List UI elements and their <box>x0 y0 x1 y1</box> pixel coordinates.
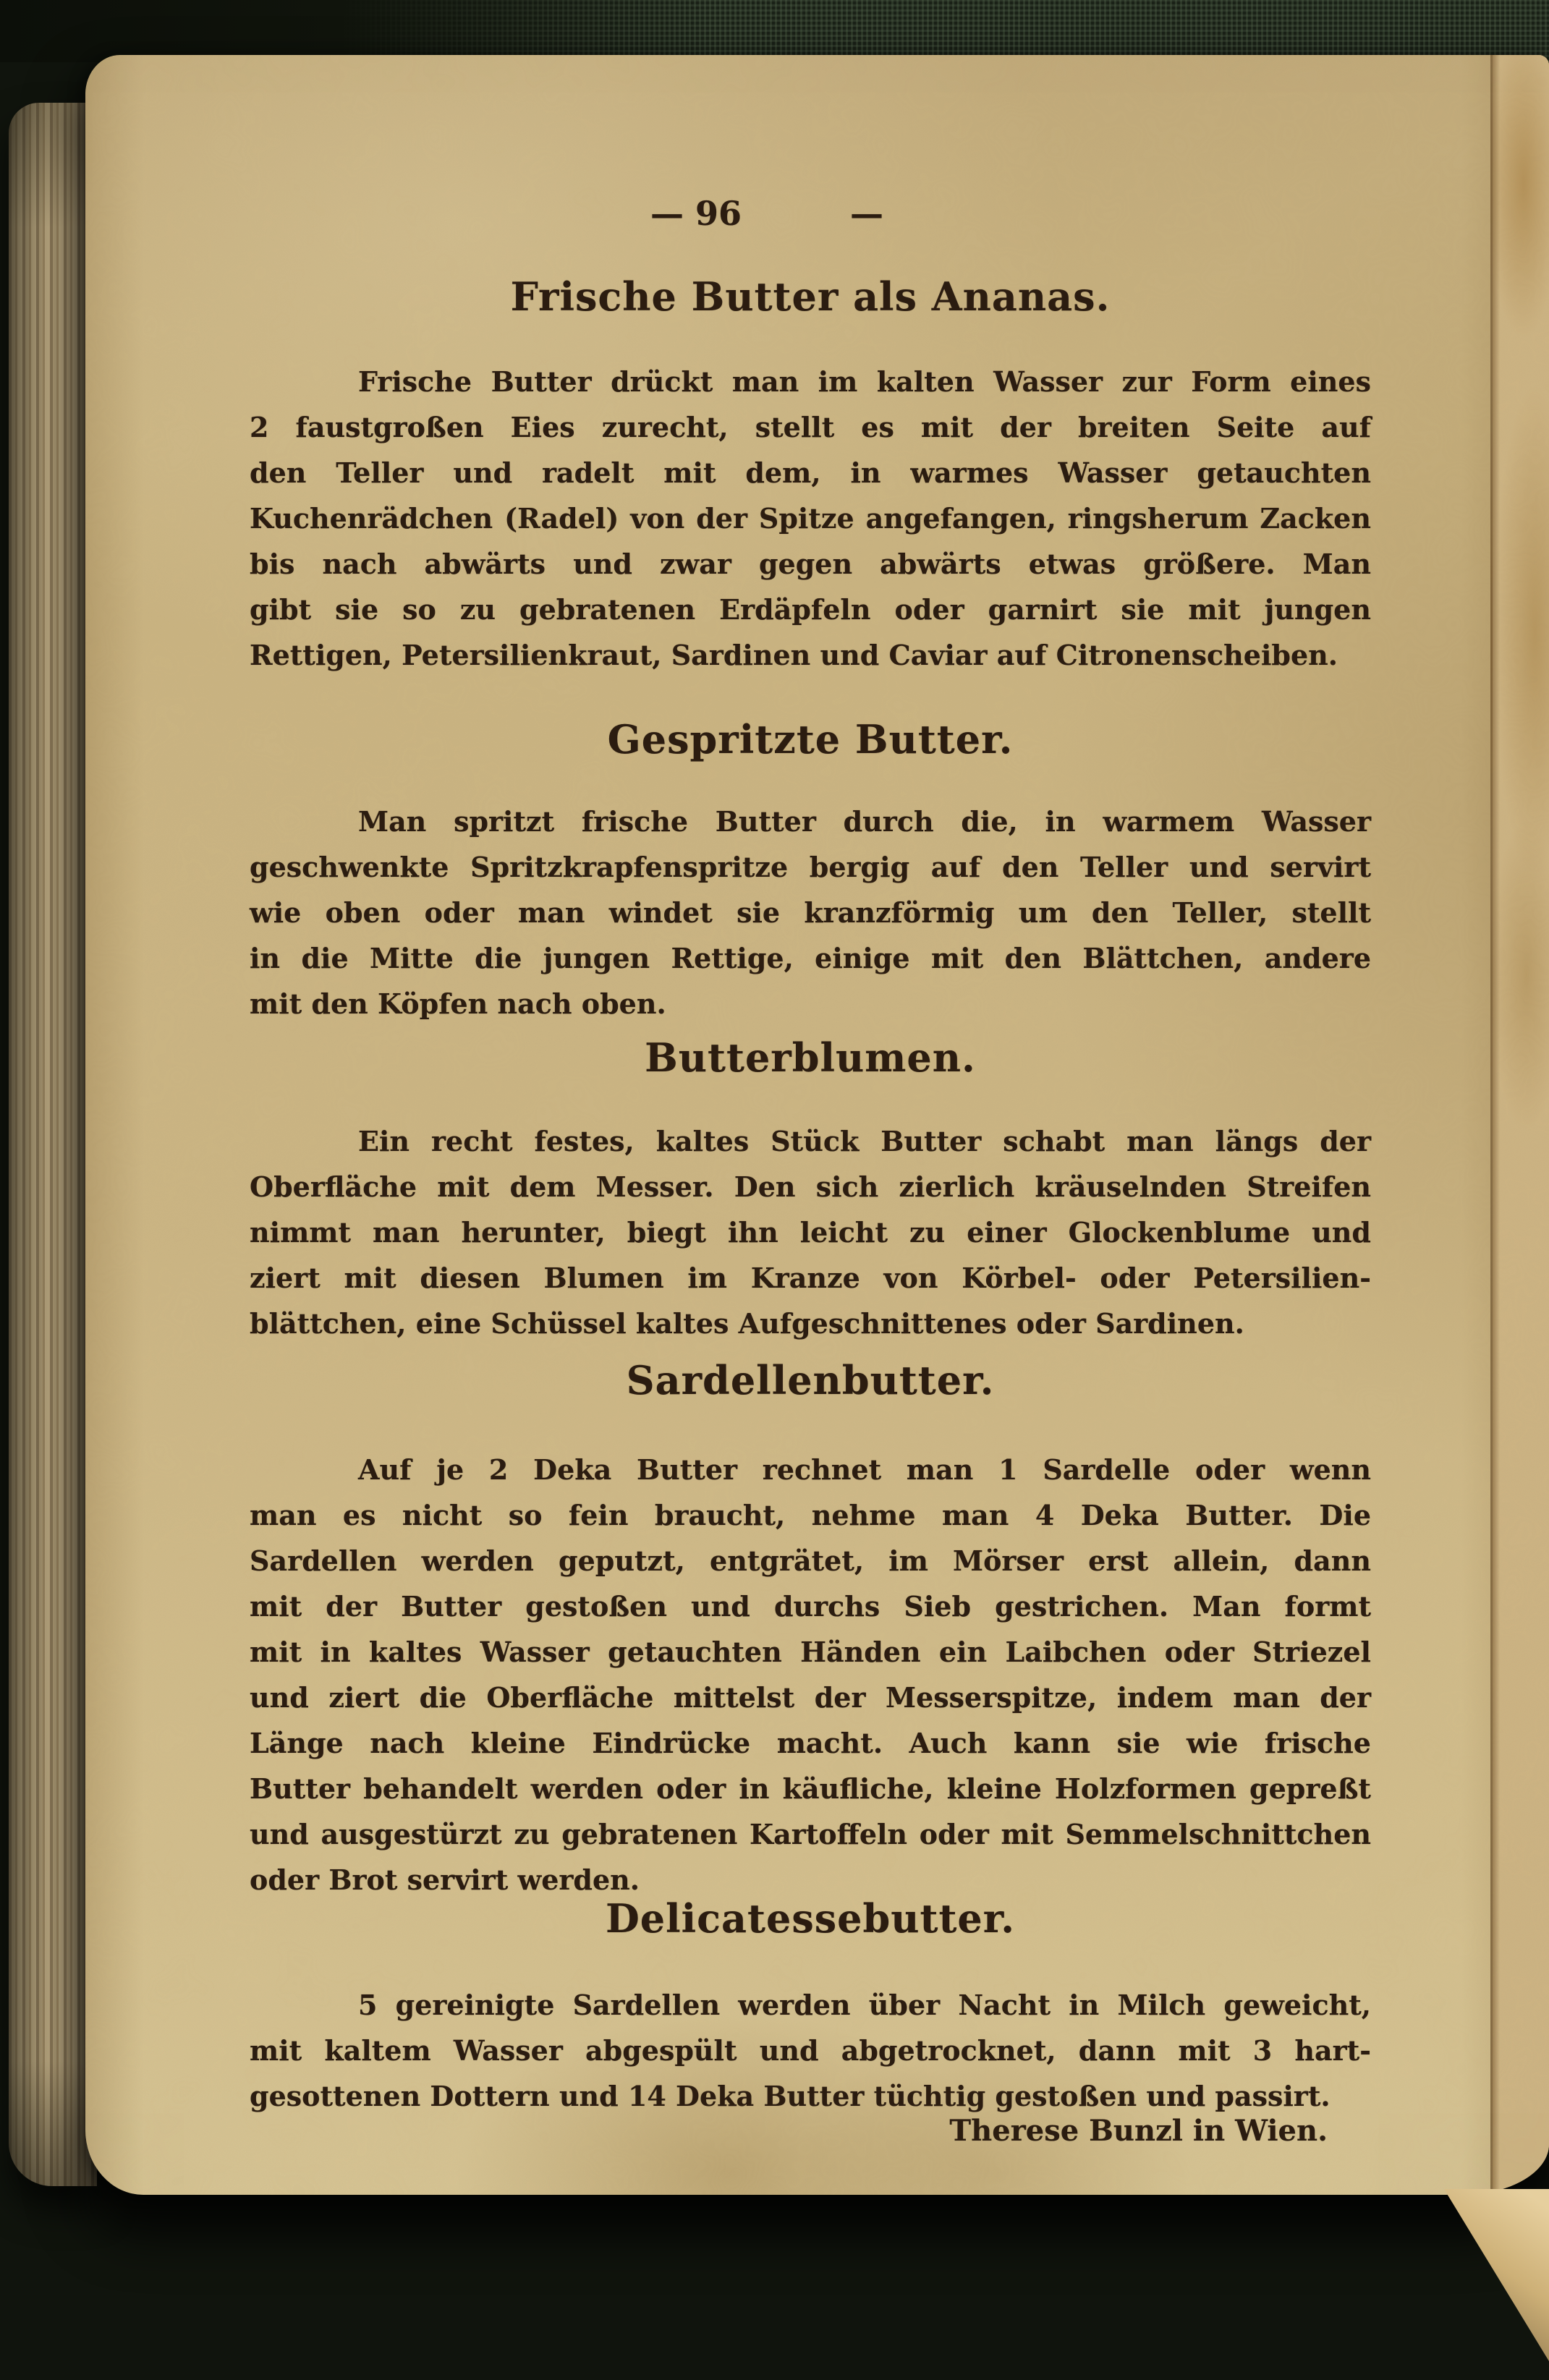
text-line: 2 faustgroßen Eies zurecht, stellt es mit der breiten Seite auf <box>250 411 1371 443</box>
page-number-dash-left: — <box>650 194 684 233</box>
section-heading: Butterblumen. <box>645 1034 976 1081</box>
text-line: den Teller und radelt mit dem, in warmes Wasser getauchten <box>250 456 1371 489</box>
section-paragraph <box>250 1982 1371 2119</box>
text-line: blättchen, eine Schüssel kaltes Aufgeschnittenes oder Sardinen. <box>250 1307 1244 1340</box>
text-line: Kuchenrädchen (Radel) von der Spitze angefangen, ringsherum Zacken <box>250 502 1371 535</box>
text-line: geschwenkte Spritzkrapfenspritze bergig auf den Teller und servirt <box>250 851 1371 883</box>
text-line: Länge nach kleine Eindrücke macht. Auch kann sie wie frische <box>250 1727 1371 1759</box>
text-line: Rettigen, Petersilienkraut, Sardinen und Caviar auf Citronenscheiben. <box>250 639 1338 671</box>
section-heading: Delicatessebutter. <box>605 1895 1016 1942</box>
section-heading: Sardellenbutter. <box>626 1357 995 1403</box>
text-line: in die Mitte die jungen Rettige, einige mit den Blättchen, andere <box>250 942 1371 974</box>
text-line: mit den Köpfen nach oben. <box>250 987 666 1020</box>
page-edge-stack <box>9 103 97 2186</box>
section-paragraph <box>250 1118 1371 1346</box>
text-line: gibt sie so zu gebratenen Erdäpfeln oder garnirt sie mit jungen <box>250 593 1371 626</box>
scanned-page <box>85 55 1549 2195</box>
text-line: 5 gereinigte Sardellen werden über Nacht in Milch geweicht, <box>358 1989 1371 2021</box>
page-curl-corner <box>1436 2189 1549 2361</box>
text-line: Ein recht festes, kaltes Stück Butter schabt man längs der <box>358 1125 1371 1157</box>
text-line: Auf je 2 Deka Butter rechnet man 1 Sardelle oder wenn <box>358 1453 1371 1486</box>
text-line: gesottenen Dottern und 14 Deka Butter tüchtig gestoßen und passirt. <box>250 2080 1331 2112</box>
text-line: mit kaltem Wasser abgespült und abgetrocknet, dann mit 3 hart- <box>250 2034 1371 2067</box>
text-line: mit der Butter gestoßen und durchs Sieb gestrichen. Man formt <box>250 1590 1371 1623</box>
attribution: Therese Bunzl in Wien. <box>949 2114 1328 2148</box>
text-line: Butter behandelt werden oder in käufliche, kleine Holzformen gepreßt <box>250 1772 1371 1805</box>
text-line: Frische Butter drückt man im kalten Wasser zur Form eines <box>358 365 1371 398</box>
text-column <box>250 55 1371 2195</box>
right-page-crease <box>1490 55 1549 2195</box>
text-line: bis nach abwärts und zwar gegen abwärts etwas größere. Man <box>250 548 1371 580</box>
section-paragraph <box>250 799 1371 1027</box>
text-line: man es nicht so fein braucht, nehme man 4 Deka Butter. Die <box>250 1499 1371 1531</box>
text-line: Sardellen werden geputzt, entgrätet, im Mörser erst allein, dann <box>250 1544 1371 1577</box>
text-line: Man spritzt frische Butter durch die, in warmem Wasser <box>358 805 1371 838</box>
text-line: oder Brot servirt werden. <box>250 1863 640 1896</box>
text-line: und ausgestürzt zu gebratenen Kartoffeln oder mit Semmelschnittchen <box>250 1818 1371 1850</box>
page-number-value: 96 <box>695 194 742 233</box>
section-heading: Frische Butter als Ananas. <box>510 273 1111 320</box>
book-cover-cloth <box>0 0 1549 62</box>
section-heading: Gespritzte Butter. <box>607 716 1014 762</box>
section-paragraph <box>250 359 1371 678</box>
text-line: wie oben oder man windet sie kranzförmig um den Teller, stellt <box>250 896 1371 929</box>
page-number-dash-right: — <box>850 194 883 233</box>
text-line: ziert mit diesen Blumen im Kranze von Körbel- oder Petersilien- <box>250 1262 1371 1294</box>
text-line: Oberfläche mit dem Messer. Den sich zierlich kräuselnden Streifen <box>250 1170 1371 1203</box>
text-line: und ziert die Oberfläche mittelst der Messerspitze, indem man der <box>250 1681 1371 1714</box>
text-line: mit in kaltes Wasser getauchten Händen ein Laibchen oder Striezel <box>250 1636 1371 1668</box>
text-line: nimmt man herunter, biegt ihn leicht zu einer Glockenblume und <box>250 1216 1371 1249</box>
page-number <box>206 194 1328 233</box>
section-paragraph <box>250 1447 1371 1903</box>
